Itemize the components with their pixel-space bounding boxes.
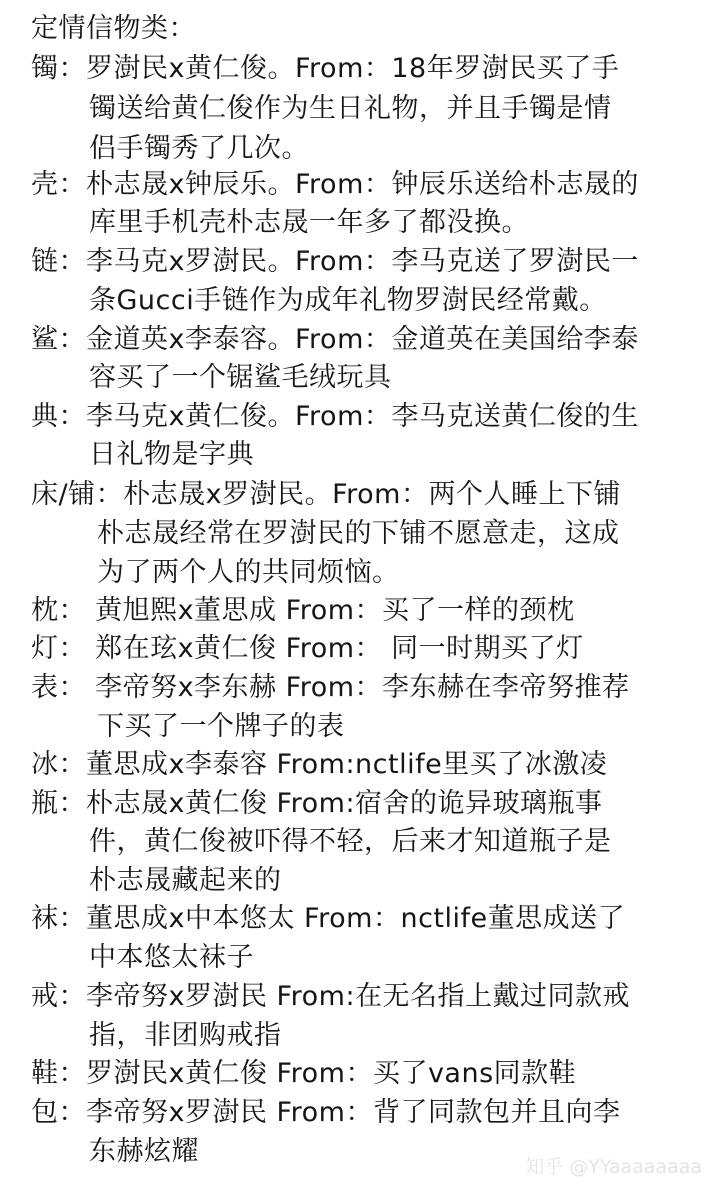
entry-line: 冰：董思成x李泰容 From:nctlife里买了冰激凌 [31,749,608,780]
entry-line: 包：李帝努x罗澍民 From：背了同款包并且向李 [31,1097,621,1128]
entry-line: 下买了一个牌子的表 [97,711,345,742]
entry-line: 条Gucci手链作为成年礼物罗澍民经常戴。 [89,285,607,316]
entry-line: 中本悠太袜子 [89,942,254,973]
entry-line: 表： 李帝努x李东赫 From：李东赫在李帝努推荐 [31,672,630,703]
entry-line: 朴志晟经常在罗澍民的下铺不愿意走，这成 [97,518,620,549]
entry-line: 鲨：金道英x李泰容。From：金道英在美国给李泰 [31,324,639,355]
entry-line: 镯送给黄仁俊作为生日礼物，并且手镯是情 [89,93,612,124]
entry-line: 容买了一个锯鲨毛绒玩具 [89,362,392,393]
entry-line: 件，黄仁俊被吓得不轻，后来才知道瓶子是 [89,826,612,857]
entry-line: 东赫炫耀 [89,1136,199,1167]
zhihu-watermark: 知乎 @YYaaaaaaaa [525,1156,702,1178]
entry-line: 鞋：罗澍民x黄仁俊 From：买了vans同款鞋 [31,1058,577,1089]
entry-line: 镯：罗澍民x黄仁俊。From：18年罗澍民买了手 [31,53,620,84]
page-title: 定情信物类： [31,13,196,44]
entry-line: 库里手机壳朴志晟一年多了都没换。 [89,207,529,238]
entry-line: 指，非团购戒指 [89,1020,282,1051]
entry-line: 朴志晟藏起来的 [89,865,282,896]
entry-line: 壳：朴志晟x钟辰乐。From：钟辰乐送给朴志晟的 [31,169,639,200]
entry-line: 瓶：朴志晟x黄仁俊 From:宿舍的诡异玻璃瓶事 [31,788,603,819]
entry-line: 床/铺：朴志晟x罗澍民。From：两个人睡上下铺 [31,479,621,510]
entry-line: 侣手镯秀了几次。 [89,133,309,164]
entry-line: 戒：李帝努x罗澍民 From:在无名指上戴过同款戒 [31,981,631,1012]
entry-line: 袜：董思成x中本悠太 From：nctlife董思成送了 [31,903,626,934]
entry-line: 为了两个人的共同烦恼。 [97,557,400,588]
entry-line: 典：李马克x黄仁俊。From：李马克送黄仁俊的生 [31,401,639,432]
entry-line: 枕： 黄旭熙x董思成 From：买了一样的颈枕 [31,595,575,626]
entry-line: 灯： 郑在玹x黄仁俊 From： 同一时期买了灯 [31,633,584,664]
entry-line: 日礼物是字典 [89,439,254,470]
entry-line: 链：李马克x罗澍民。From：李马克送了罗澍民一 [31,246,639,277]
